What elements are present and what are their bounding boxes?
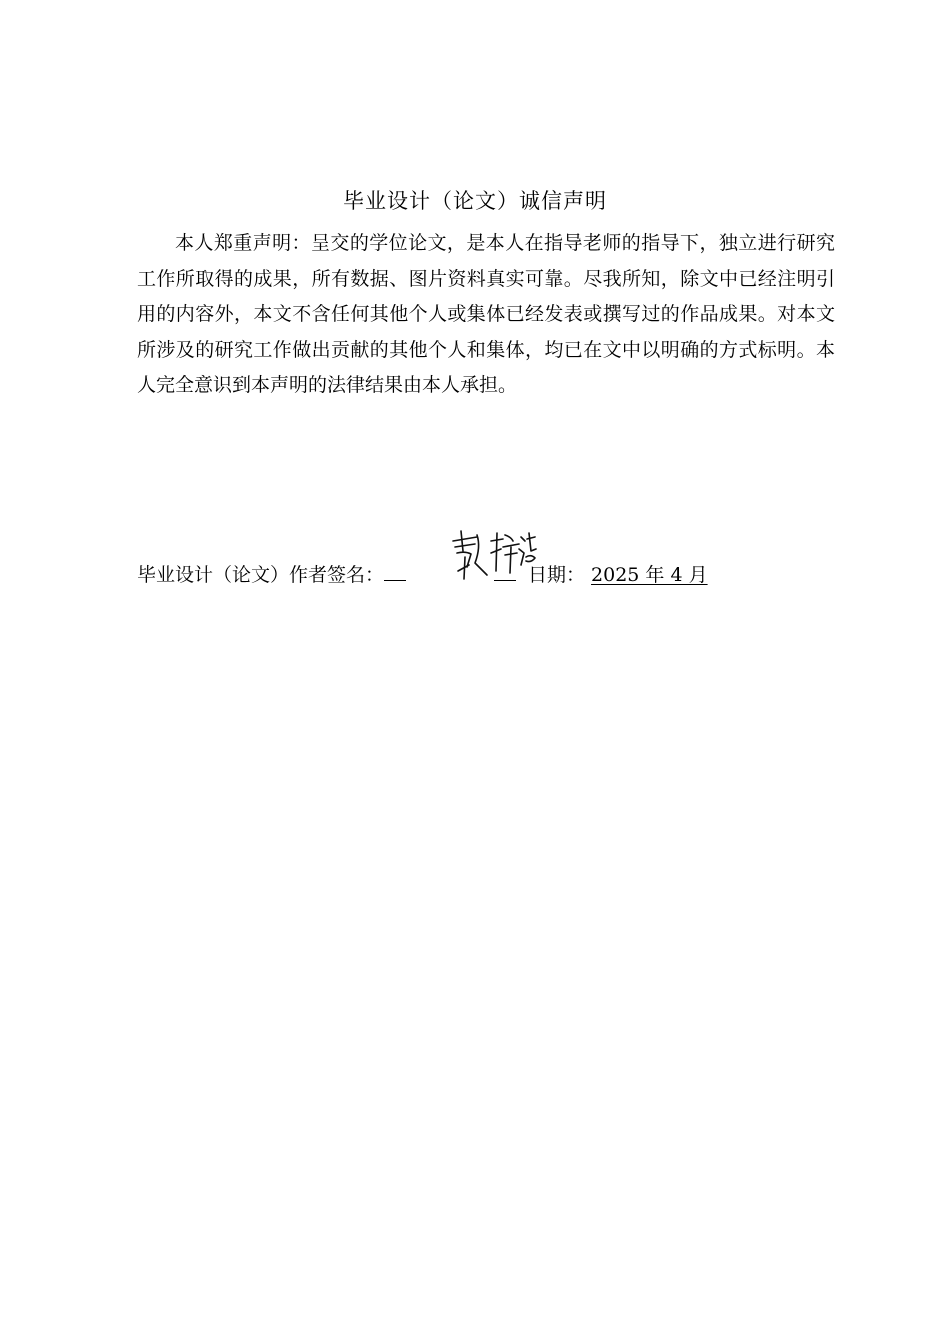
- page-title: 毕业设计（论文）诚信声明: [343, 189, 607, 213]
- date-label: 日期：: [528, 564, 586, 586]
- declaration-body: 本人郑重声明：呈交的学位论文，是本人在指导老师的指导下，独立进行研究工作所取得的成果，所有数据、图片资料真实可靠。尽我所知，除文中已经注明引用的内容外，本文不含任何其他个人或集体已经发表或撰写过的作品成果。对本文所涉及的研究工作做出贡献的其他个人和集体，均已在文中以明确的方式标明。本人完全意识到本声明的法律结果由本人承担。: [137, 232, 835, 396]
- signature-blank-left: [384, 556, 406, 581]
- signature-label: 毕业设计（论文）作者签名：: [137, 564, 385, 586]
- handwritten-signature: [447, 527, 537, 583]
- date-value: 2025 年 4 月: [591, 564, 708, 586]
